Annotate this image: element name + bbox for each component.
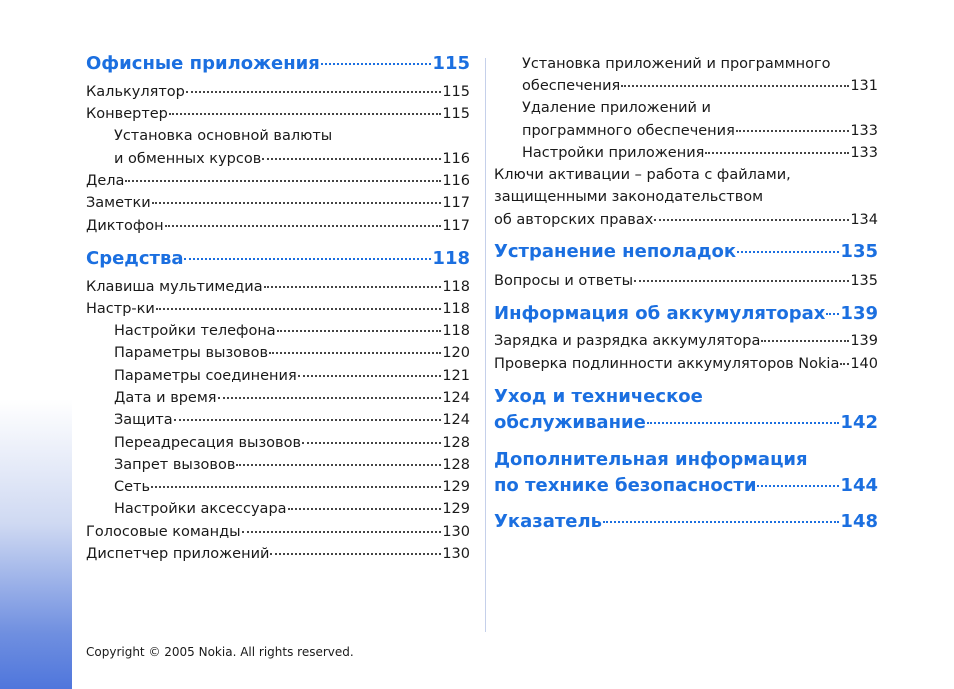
heading-text: обслуживание (494, 412, 646, 433)
entry-text: Сеть (114, 479, 151, 495)
toc-entry[interactable] (494, 210, 878, 230)
entry-text: Конвертер (86, 106, 168, 122)
heading-text: Информация об аккумуляторах (494, 303, 826, 324)
entry-text: Настройки телефона (114, 323, 276, 339)
page-number: 120 (442, 345, 470, 361)
entry-text: Заметки (86, 195, 151, 211)
entry-text: Дела (86, 173, 125, 189)
toc-entry[interactable] (86, 299, 470, 319)
dot-leader (264, 286, 442, 288)
entry-text: обеспечения (522, 78, 621, 94)
page-number: 133 (850, 145, 878, 161)
dot-leader (840, 363, 849, 365)
dot-leader (218, 397, 442, 399)
toc-entry[interactable] (114, 343, 470, 363)
dot-leader (165, 225, 442, 227)
toc-entry[interactable] (86, 82, 470, 102)
toc-entry[interactable] (86, 522, 470, 542)
dot-leader (647, 422, 840, 424)
page-number: 115 (442, 84, 470, 100)
toc-entry[interactable] (86, 544, 470, 564)
entry-text: Настройки приложения (522, 145, 705, 161)
heading-text: Устранение неполадок (494, 241, 737, 262)
page-number: 139 (840, 303, 878, 324)
dot-leader (270, 553, 441, 555)
dot-leader (654, 219, 849, 221)
toc-entry[interactable] (86, 216, 470, 236)
dot-leader (186, 91, 441, 93)
entry-text: Зарядка и разрядка аккумулятора (494, 333, 761, 349)
toc-entry[interactable] (114, 499, 470, 519)
page-number: 130 (442, 524, 470, 540)
heading-text-line[interactable]: Уход и техническое (494, 386, 703, 407)
entry-text: Голосовые команды (86, 524, 241, 540)
page-number: 118 (432, 248, 470, 269)
dot-leader (634, 280, 849, 282)
dot-leader (174, 419, 442, 421)
entry-text: об авторских правах (494, 212, 654, 228)
entry-text: Клавиша мультимедиа (86, 279, 263, 295)
copyright-footer: Copyright © 2005 Nokia. All rights reserved. (86, 645, 354, 659)
dot-leader (242, 531, 442, 533)
toc-entry[interactable] (86, 277, 470, 297)
page-number: 116 (442, 173, 470, 189)
toc-heading[interactable] (494, 511, 878, 533)
page-number: 128 (442, 457, 470, 473)
toc-entry[interactable] (494, 271, 878, 291)
page-number: 118 (442, 279, 470, 295)
page-number: 115 (442, 106, 470, 122)
toc-heading[interactable] (494, 475, 878, 497)
toc-entry[interactable] (114, 410, 470, 430)
heading-text: Указатель (494, 511, 603, 532)
heading-text-line[interactable]: Дополнительная информация (494, 449, 808, 470)
heading-text: по технике безопасности (494, 475, 757, 496)
dot-leader (621, 85, 849, 87)
toc-entry[interactable] (86, 193, 470, 213)
dot-leader (125, 180, 441, 182)
dot-leader (302, 442, 441, 444)
page-number: 118 (442, 301, 470, 317)
entry-text: Параметры вызовов (114, 345, 268, 361)
entry-text: Переадресация вызовов (114, 435, 302, 451)
page-number: 148 (840, 511, 878, 532)
heading-text: Офисные приложения (86, 53, 320, 74)
page-number: 121 (442, 368, 470, 384)
entry-text: Настройки аксессуара (114, 501, 287, 517)
page-number: 117 (442, 218, 470, 234)
toc-heading[interactable] (494, 241, 878, 263)
entry-text-line[interactable]: Ключи активации – работа с файлами, (494, 167, 791, 183)
page-number: 144 (840, 475, 878, 496)
entry-text: Вопросы и ответы (494, 273, 634, 289)
entry-text: Дата и время (114, 390, 217, 406)
dot-leader (603, 521, 839, 523)
entry-text: Диктофон (86, 218, 164, 234)
dot-leader (736, 130, 849, 132)
toc-entry[interactable] (522, 143, 878, 163)
toc-entry[interactable] (114, 455, 470, 475)
page-number: 134 (850, 212, 878, 228)
page-number: 117 (442, 195, 470, 211)
entry-text: Защита (114, 412, 173, 428)
entry-text-line[interactable]: Установка основной валюты (114, 128, 333, 144)
page-number: 118 (442, 323, 470, 339)
page-number: 131 (850, 78, 878, 94)
dot-leader (826, 313, 839, 315)
page-number: 115 (432, 53, 470, 74)
page-number: 116 (442, 151, 470, 167)
dot-leader (757, 485, 839, 487)
toc-entry[interactable] (114, 433, 470, 453)
page-number: 139 (850, 333, 878, 349)
page-number: 124 (442, 412, 470, 428)
toc-entry[interactable] (114, 477, 470, 497)
toc-entry[interactable] (86, 104, 470, 124)
toc-heading[interactable] (494, 412, 878, 434)
page-number: 140 (850, 356, 878, 372)
page-number: 135 (850, 273, 878, 289)
toc-entry[interactable] (114, 149, 470, 169)
entry-text: Настр-ки (86, 301, 155, 317)
toc-entry[interactable] (114, 388, 470, 408)
toc-entry[interactable] (522, 76, 878, 96)
sidebar-gradient (0, 0, 72, 689)
entry-text: Калькулятор (86, 84, 185, 100)
dot-leader (269, 352, 441, 354)
entry-text: Проверка подлинности аккумуляторов Nokia (494, 356, 840, 372)
toc-entry[interactable] (522, 121, 878, 141)
toc-entry[interactable] (494, 354, 878, 374)
dot-leader (737, 251, 839, 253)
page-number: 129 (442, 501, 470, 517)
entry-text: Параметры соединения (114, 368, 297, 384)
page-number: 142 (840, 412, 878, 433)
page-number: 130 (442, 546, 470, 562)
dot-leader (151, 486, 441, 488)
entry-text: программного обеспечения (522, 123, 735, 139)
heading-text: Средства (86, 248, 184, 269)
dot-leader (236, 464, 441, 466)
dot-leader (184, 258, 431, 260)
column-divider (485, 58, 486, 632)
dot-leader (298, 375, 442, 377)
toc-entry[interactable] (86, 171, 470, 191)
dot-leader (169, 113, 441, 115)
entry-text-line[interactable]: защищенными законодательством (494, 189, 764, 205)
dot-leader (262, 158, 441, 160)
toc-entry[interactable] (114, 366, 470, 386)
dot-leader (288, 508, 442, 510)
toc-heading[interactable] (86, 53, 470, 75)
dot-leader (321, 63, 432, 65)
toc-heading[interactable] (86, 248, 470, 270)
page-number: 128 (442, 435, 470, 451)
entry-text: и обменных курсов (114, 151, 262, 167)
entry-text: Диспетчер приложений (86, 546, 270, 562)
toc-entry[interactable] (494, 331, 878, 351)
page-number: 124 (442, 390, 470, 406)
toc-heading[interactable] (494, 303, 878, 325)
dot-leader (277, 330, 442, 332)
page-number: 135 (840, 241, 878, 262)
toc-entry[interactable] (114, 321, 470, 341)
page-number: 129 (442, 479, 470, 495)
entry-text-line[interactable]: Удаление приложений и (522, 100, 711, 116)
entry-text: Запрет вызовов (114, 457, 236, 473)
dot-leader (705, 152, 849, 154)
dot-leader (152, 202, 442, 204)
page-number: 133 (850, 123, 878, 139)
dot-leader (761, 340, 849, 342)
dot-leader (156, 308, 441, 310)
entry-text-line[interactable]: Установка приложений и программного (522, 56, 831, 72)
